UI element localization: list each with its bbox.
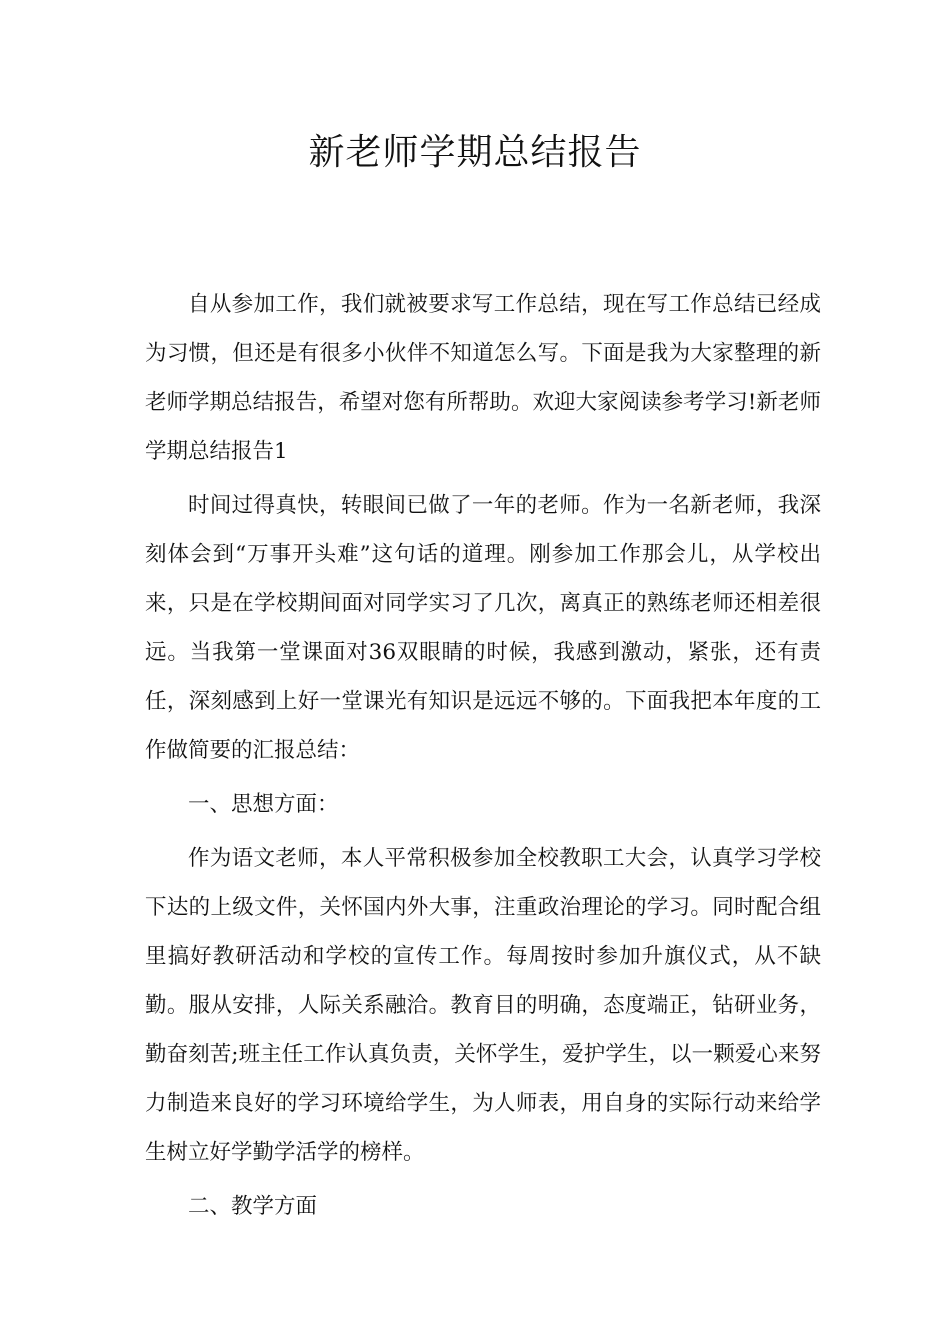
document-title: 新老师学期总结报告 (308, 132, 642, 173)
intro-paragraph: 自从参加工作，我们就被要求写工作总结，现在写工作总结已经成为习惯，但还是有很多小伙伴不知道怎么写。下面是我为大家整理的新老师学期总结报告，希望对您有所帮助。欢迎大家阅读参考学习!新老师学期总结报告1 (145, 292, 821, 464)
body-paragraph: 时间过得真快，转眼间已做了一年的老师。作为一名新老师，我深刻体会到“万事开头难”这句话的道理。刚参加工作那会儿，从学校出来，只是在学校期间面对同学实习了几次，离真正的熟练老师还相差很远。当我第一堂课面对36双眼睛的时候，我感到激动，紧张，还有责任，深刻感到上好一堂课光有知识是远远不够的。下面我把本年度的工作做简要的汇报总结： (145, 493, 821, 763)
document-body (145, 280, 821, 1231)
section-heading-thought: 一、思想方面： (188, 792, 339, 817)
body-paragraph: 作为语文老师，本人平常积极参加全校教职工大会，认真学习学校下达的上级文件，关怀国内外大事，注重政治理论的学习。同时配合组里搞好教研活动和学校的宣传工作。每周按时参加升旗仪式，从不缺勤。服从安排，人际关系融洽。教育目的明确，态度端正，钻研业务，勤奋刻苦;班主任工作认真负责，关怀学生，爱护学生，以一颗爱心来努力制造来良好的学习环境给学生，为人师表，用自身的实际行动来给学生树立好学勤学活学的榜样。 (145, 846, 821, 1165)
section-heading-teaching: 二、教学方面 (188, 1194, 318, 1219)
